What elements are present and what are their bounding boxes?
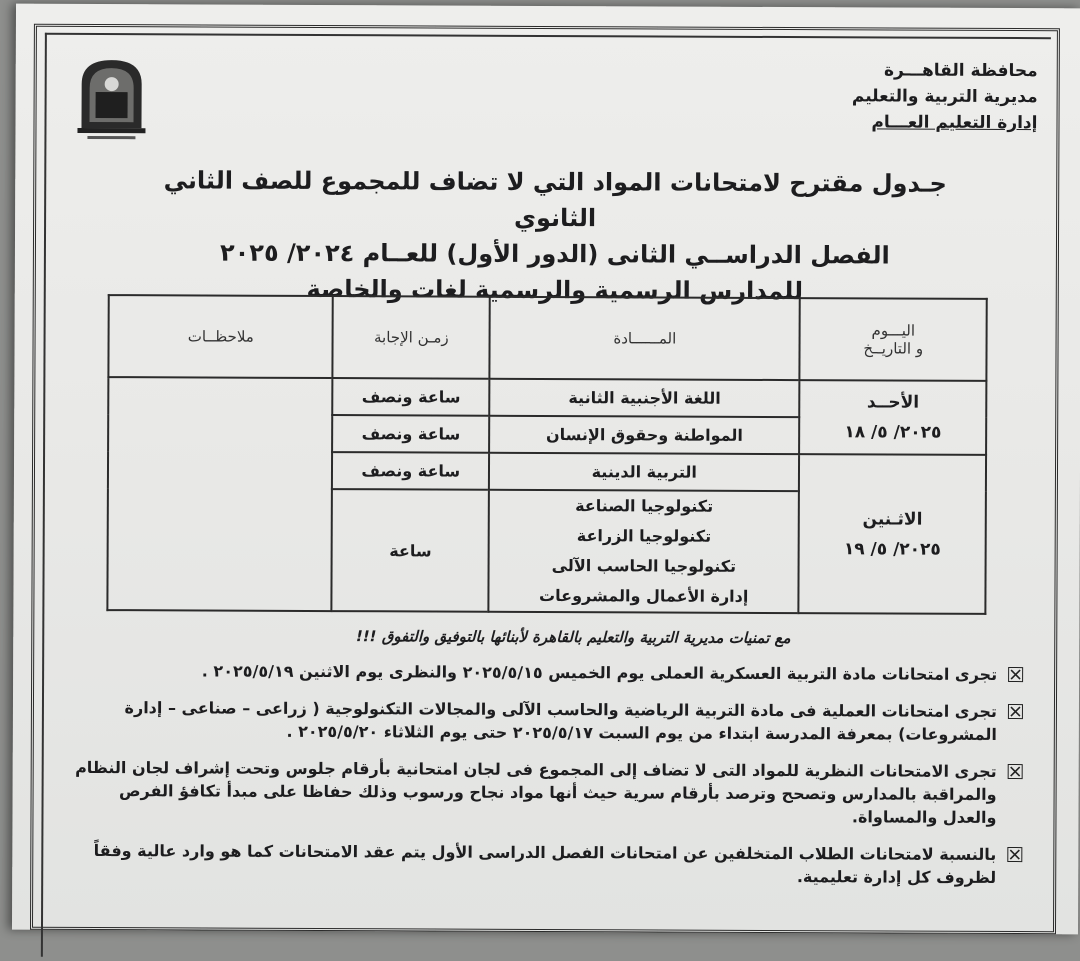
day-cell-monday: الاثـنين ٢٠٢٥/ ٥/ ١٩ (799, 454, 986, 614)
table-row (108, 377, 986, 418)
subject-item: تكنولوجيا الحاسب الآلى (551, 556, 737, 576)
document-header (757, 57, 1037, 136)
subject-cell: المواطنة وحقوق الإنسان (489, 416, 799, 454)
notes-list (72, 659, 1023, 903)
header-duration: زمـن الإجابة (333, 296, 490, 379)
title-line-3: للمدارس الرسمية والرسمية لغات والخاصة (306, 274, 804, 306)
table-header-row (108, 295, 986, 381)
note-text: تجرى الامتحانات النظرية للمواد التى لا تضاف إلى المجموع فى لجان امتحانية بأرقام جلوس وتحت إشراف لجان النظام والمراقبة بالمدارس وتصحح وترصد بأرقام سرية حيث أنها مواد نجاح ورسوب وذلك حفاظا على مبدأ تكافؤ الفرص والعدل والمساواة. (75, 757, 997, 827)
duration-cell: ساعة ونصف (333, 378, 490, 416)
checkbox-icon (1007, 847, 1022, 862)
list-item (72, 756, 1022, 829)
list-item (73, 659, 1023, 686)
duration-cell: ساعة ونصف (333, 415, 490, 453)
document-title (125, 162, 986, 310)
duration-cell: ساعة (332, 489, 489, 612)
duration-cell: ساعة ونصف (332, 452, 489, 490)
title-line-1: جـدول مقترح لامتحانات المواد التي لا تضاف للمجموع للصف الثاني الثانوي (163, 166, 947, 233)
list-item (72, 839, 1022, 889)
note-text: بالنسبة لامتحانات الطلاب المتخلفين عن امتحانات الفصل الدراسى الأول يتم عقد الامتحانات كما هو وارد عالية وفقاً لظروف كل إدارة تعليمية. (93, 841, 997, 887)
subject-item: إدارة الأعمال والمشروعات (539, 585, 749, 606)
title-line-2: الفصل الدراســي الثانى (الدور الأول) للعــام ٢٠٢٤/ ٢٠٢٥ (219, 238, 890, 270)
day-cell-sunday: الأحــد ٢٠٢٥/ ٥/ ١٨ (799, 380, 986, 455)
list-item (73, 696, 1023, 746)
subject-cell: التربية الدينية (489, 453, 799, 491)
remarks-cell (107, 377, 332, 611)
subject-item: تكنولوجيا الصناعة (575, 496, 714, 516)
governorate-name: محافظة القاهـــرة (883, 60, 1038, 82)
note-text: تجرى امتحانات العملية فى مادة التربية الرياضية والحاسب الآلى والمجالات التكنولوجية ( زراعى – صناعى – إدارة المشروعات) بمعرفة المدرسة ابتداء من يوم السبت ٢٠٢٥/٥/١٧ حتى يوم الثلاثاء ٢٠٢٥/٥/٢٠ . (124, 698, 997, 744)
directorate-logo (67, 52, 155, 144)
checkbox-icon (1008, 764, 1023, 779)
header-subject: المــــــادة (490, 297, 801, 380)
subject-item: تكنولوجيا الزراعة (576, 526, 712, 546)
checkbox-icon (1008, 704, 1023, 719)
note-text: تجرى امتحانات مادة التربية العسكرية العملى يوم الخميس ٢٠٢٥/٥/١٥ والنظرى يوم الاثنين ٢٠٢٥/٥/١٩ . (201, 661, 998, 684)
exam-schedule-table (106, 294, 987, 615)
document-page (12, 4, 1080, 935)
administration-name: إدارة التعليم العـــام (871, 112, 1038, 134)
header-remarks: ملاحظــات (108, 295, 333, 378)
checkbox-icon (1008, 667, 1023, 682)
closing-wish: مع تمنيات مديرية التربية والتعليم بالقاهرة لأبنائها بالتوفيق والتفوق !!! (355, 627, 791, 648)
header-day-date: اليـــوم و التاريــخ (800, 298, 987, 381)
subject-cell: اللغة الأجنبية الثانية (489, 379, 799, 417)
directorate-name: مديرية التربية والتعليم (851, 86, 1038, 108)
subject-group-cell (489, 490, 800, 613)
